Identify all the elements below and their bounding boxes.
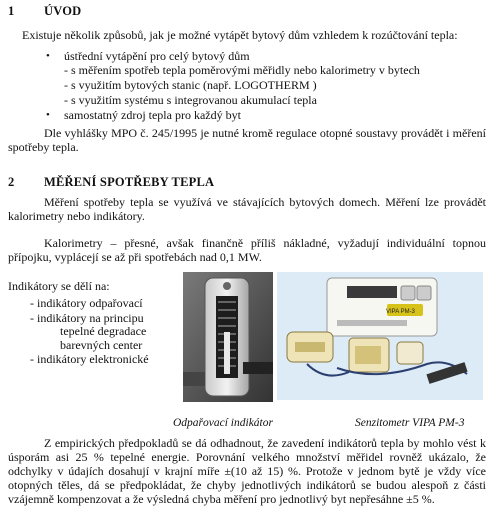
indicator-item: - indikátory elektronické — [30, 352, 149, 366]
section-2-paragraph-2: Kalorimetry – přesné, avšak finančně příliš nákladné, vyžadují individuální topnou přípojku, vyplácejí se až při spotřebách nad 0,1 MW. — [8, 236, 486, 264]
section-2-title: MĚŘENÍ SPOTŘEBY TEPLA — [44, 175, 215, 189]
evaporative-indicator-photo — [183, 272, 273, 402]
bullet-dot: • — [46, 109, 50, 121]
bullet-dot: • — [46, 50, 50, 62]
caption-left: Odpařovací indikátor — [173, 417, 273, 429]
section-2-number: 2 — [8, 175, 15, 189]
indicator-item: - indikátory odpařovací — [30, 296, 143, 310]
sub-item: - s využitím bytových stanic (např. LOGOTHERM ) — [64, 78, 317, 92]
vipa-pm3-photo — [277, 272, 483, 400]
section-2-paragraph-1: Měření spotřeby tepla se využívá ve stávajících bytových domech. Měření lze provádět kalorimetry nebo indikátory. — [8, 195, 486, 223]
sub-item: - s využitím systému s integrovanou akumulací tepla — [64, 93, 317, 107]
sub-item: - s měřením spotřeb tepla poměrovými měřidly nebo kalorimetry v bytech — [64, 63, 420, 77]
indicator-item-continued: barevných center — [60, 338, 143, 352]
device-label: VIPA PM-3 — [386, 309, 415, 315]
section-1-paragraph: Dle vyhlášky MPO č. 245/1995 je nutné kromě regulace otopné soustavy provádět i měření spotřeby tepla. — [8, 126, 486, 154]
section-1-title: ÚVOD — [44, 4, 82, 18]
indicator-item: - indikátory na principu — [30, 311, 144, 325]
indicators-label: Indikátory se dělí na: — [8, 279, 110, 293]
section-2-paragraph-3: Z empirických předpokladů se dá odhadnout, že zavedení indikátorů tepla by mohlo vést k úsporám asi 25 % tepelné energie. Porovnání velkého množství měřidel rovněž ukázalo, že odchylky v údajích dosahují v krajní míře ±(10 až 15) %. Protože v jednom bytě je vždy více otopných těles, dá se předpokládat, že chyby jednotlivých indikátorů se budou alespoň z části vzájemně kompenzovat a že výsledná chyba měření pro jednotlivý byt nepřesáhne ±5 %. — [8, 436, 486, 506]
bullet-item: samostatný zdroj tepla pro každý byt — [64, 108, 241, 122]
caption-right: Senzitometr VIPA PM-3 — [355, 417, 465, 429]
indicator-item-continued: tepelné degradace — [60, 324, 147, 338]
section-1-intro: Existuje několik způsobů, jak je možné vytápět bytový dům vzhledem k rozúčtování tepla: — [22, 28, 458, 42]
bullet-item: ústřední vytápění pro celý bytový dům — [64, 49, 250, 63]
section-1-number: 1 — [8, 4, 15, 18]
